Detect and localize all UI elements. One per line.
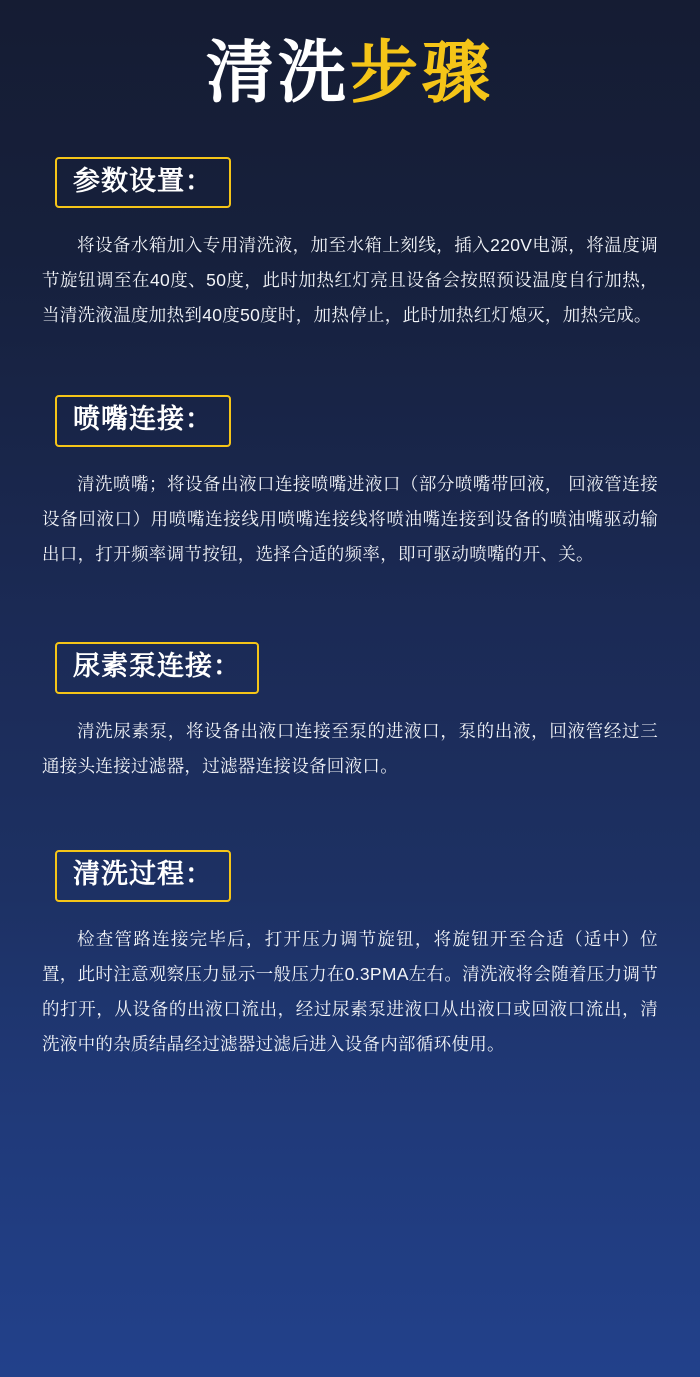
page-title bbox=[0, 0, 700, 111]
step-heading-box bbox=[55, 850, 231, 902]
step-heading-box bbox=[55, 642, 259, 694]
title-segment-yellow: 步骤 bbox=[350, 35, 495, 111]
step-section bbox=[0, 157, 700, 334]
step-heading-label: 参数设置： bbox=[73, 165, 213, 196]
step-section bbox=[0, 850, 700, 1062]
step-heading-label: 喷嘴连接： bbox=[73, 404, 213, 435]
step-section bbox=[0, 395, 700, 572]
step-body-text: 检查管路连接完毕后，打开压力调节旋钮，将旋钮开至合适（适中）位置，此时注意观察压力显示一般压力在0.3PMA左右。清洗液将会随着压力调节的打开，从设备的出液口流出，经过尿素泵进液口从出液口或回液口流出，清洗液中的杂质结晶经过滤器过滤后进入设备内部循环使用。 bbox=[42, 928, 658, 1054]
step-body-text: 将设备水箱加入专用清洗液，加至水箱上刻线，插入220V电源，将温度调节旋钮调至在40度、50度，此时加热红灯亮且设备会按照预设温度自行加热，当清洗液温度加热到40度50度时，加热停止，此时加热红灯熄灭，加热完成。 bbox=[42, 235, 658, 326]
step-heading-box bbox=[55, 157, 231, 209]
steps-list bbox=[0, 157, 700, 1062]
step-section bbox=[0, 642, 700, 784]
step-heading-label: 清洗过程： bbox=[73, 858, 213, 889]
title-text bbox=[206, 36, 494, 111]
step-body-text: 清洗喷嘴；将设备出液口连接喷嘴进液口（部分喷嘴带回液， 回液管连接设备回液口）用喷嘴连接线用喷嘴连接线将喷油嘴连接到设备的喷油嘴驱动输出口，打开频率调节按钮，选择合适的频率，即可驱动喷嘴的开、关。 bbox=[42, 474, 658, 565]
step-heading-label: 尿素泵连接： bbox=[73, 651, 241, 682]
step-heading-box bbox=[55, 395, 231, 447]
step-body-text: 清洗尿素泵，将设备出液口连接至泵的进液口，泵的出液，回液管经过三通接头连接过滤器，过滤器连接设备回液口。 bbox=[42, 720, 658, 776]
title-segment-white: 清洗 bbox=[205, 35, 350, 111]
